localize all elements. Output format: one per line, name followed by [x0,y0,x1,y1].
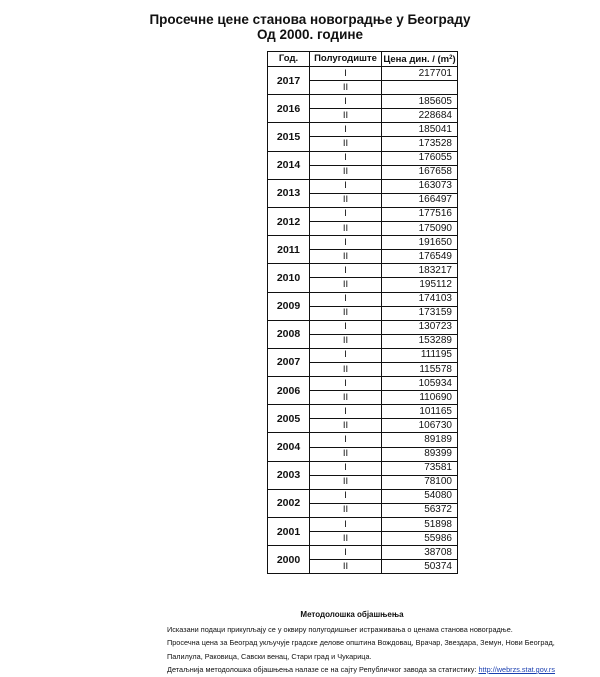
year-cell: 2004 [268,433,310,461]
half-year-cell: II [310,109,382,123]
price-cell: 173528 [382,137,458,151]
price-cell: 191650 [382,236,458,250]
price-cell: 176055 [382,151,458,165]
half-year-cell: II [310,334,382,348]
year-cell: 2014 [268,151,310,179]
price-cell: 115578 [382,362,458,376]
half-year-cell: I [310,236,382,250]
price-cell: 174103 [382,292,458,306]
table-row [268,461,458,475]
half-year-cell: II [310,193,382,207]
price-cell: 51898 [382,518,458,532]
half-year-cell: I [310,123,382,137]
year-cell: 2017 [268,67,310,95]
half-year-cell: II [310,391,382,405]
half-year-cell: I [310,67,382,81]
price-cell: 101165 [382,405,458,419]
header-price-text: Цена дин. / (m [383,54,450,65]
year-cell: 2007 [268,348,310,376]
price-cell: 167658 [382,165,458,179]
half-year-cell: I [310,489,382,503]
notes-line: Палилула, Раковица, Савски венац, Стари град и Чукарица. [167,651,372,661]
half-year-cell: I [310,207,382,221]
table-row [268,433,458,447]
half-year-cell: II [310,222,382,236]
year-cell: 2011 [268,236,310,264]
table-row [268,123,458,137]
price-cell: 54080 [382,489,458,503]
page-title: Просечне цене станова новоградње у Београду [149,12,471,27]
year-cell: 2010 [268,264,310,292]
half-year-cell: II [310,306,382,320]
notes-line-text: Детаљнија методолошка објашњења налазе се на сајту Републичког завода за статистику: [167,665,479,674]
half-year-cell: II [310,81,382,95]
table-row [268,546,458,560]
half-year-cell: I [310,320,382,334]
price-cell: 78100 [382,475,458,489]
table-body [268,67,458,574]
header-price-sup: 2 [449,55,453,61]
page-subtitle: Од 2000. године [256,27,364,42]
half-year-cell: I [310,95,382,109]
header-half-year: Полугодиште [310,52,382,67]
header-year: Год. [268,52,310,67]
table-row [268,348,458,362]
table-row [268,179,458,193]
half-year-cell: II [310,560,382,574]
price-cell: 38708 [382,546,458,560]
year-cell: 2015 [268,123,310,151]
price-cell: 110690 [382,391,458,405]
table-row [268,489,458,503]
table-row [268,518,458,532]
table-row [268,95,458,109]
price-cell: 173159 [382,306,458,320]
table-row [268,236,458,250]
header-price-close: ) [452,54,456,65]
table-row [268,377,458,391]
half-year-cell: I [310,292,382,306]
price-cell: 195112 [382,278,458,292]
half-year-cell: I [310,151,382,165]
half-year-cell: II [310,165,382,179]
table-row [268,264,458,278]
half-year-cell: II [310,250,382,264]
year-cell: 2005 [268,405,310,433]
year-cell: 2012 [268,207,310,235]
notes-line: Исказани подаци прикупљају се у оквиру полугодишњег истраживања о ценама станова новоградње. [167,624,513,634]
price-cell: 89189 [382,433,458,447]
half-year-cell: II [310,475,382,489]
year-cell: 2000 [268,546,310,574]
header-price [382,52,458,67]
price-cell: 105934 [382,377,458,391]
price-cell: 217701 [382,67,458,81]
notes-line [167,663,587,677]
half-year-cell: II [310,278,382,292]
notes-line: Просечна цена за Београд укључује градске делове општина Вождовац, Врачар, Звездара, Земун, Нови Београд, [167,638,555,647]
half-year-cell: II [310,137,382,151]
price-cell: 89399 [382,447,458,461]
year-cell: 2002 [268,489,310,517]
half-year-cell: II [310,503,382,517]
table-row [268,207,458,221]
year-cell: 2016 [268,95,310,123]
price-cell: 176549 [382,250,458,264]
table-row [268,151,458,165]
table-row [268,320,458,334]
price-table [267,51,458,574]
year-cell: 2003 [268,461,310,489]
half-year-cell: I [310,264,382,278]
price-cell: 130723 [382,320,458,334]
price-cell: 185605 [382,95,458,109]
half-year-cell: II [310,419,382,433]
half-year-cell: II [310,362,382,376]
methodology-notes [167,608,587,677]
price-cell: 166497 [382,193,458,207]
half-year-cell: II [310,532,382,546]
price-cell: 56372 [382,503,458,517]
half-year-cell: I [310,179,382,193]
price-cell: 177516 [382,207,458,221]
price-cell: 183217 [382,264,458,278]
price-cell: 50374 [382,560,458,574]
half-year-cell: II [310,447,382,461]
price-cell: 228684 [382,109,458,123]
half-year-cell: I [310,405,382,419]
price-cell: 185041 [382,123,458,137]
half-year-cell: I [310,377,382,391]
table-row [268,405,458,419]
table-row [268,292,458,306]
year-cell: 2009 [268,292,310,320]
price-cell: 73581 [382,461,458,475]
half-year-cell: I [310,461,382,475]
price-cell: 153289 [382,334,458,348]
table-row [268,67,458,81]
year-cell: 2001 [268,518,310,546]
price-cell: 106730 [382,419,458,433]
half-year-cell: I [310,433,382,447]
half-year-cell: I [310,546,382,560]
price-cell: 163073 [382,179,458,193]
price-cell: 111195 [382,348,458,362]
year-cell: 2013 [268,179,310,207]
price-cell: 175090 [382,222,458,236]
year-cell: 2006 [268,377,310,405]
notes-heading: Методолошка објашњења [300,610,404,619]
price-cell: 55986 [382,532,458,546]
half-year-cell: I [310,348,382,362]
price-cell [382,81,458,95]
half-year-cell: I [310,518,382,532]
stat-website-link[interactable]: http://webrzs.stat.gov.rs [478,665,556,674]
table-header-row [268,52,458,67]
year-cell: 2008 [268,320,310,348]
